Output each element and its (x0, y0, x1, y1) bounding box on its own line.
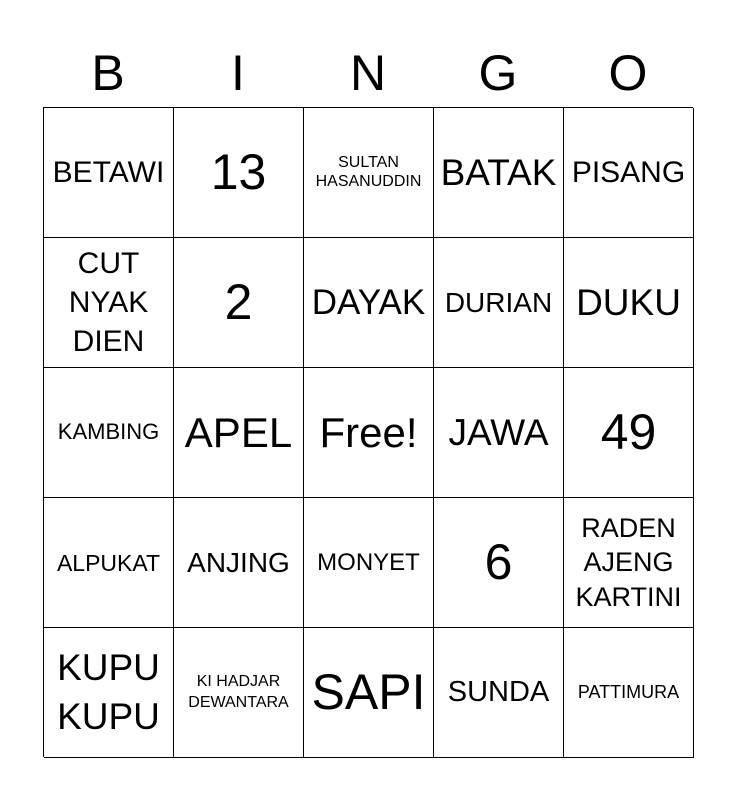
cell-text: APEL (184, 408, 293, 456)
bingo-cell[interactable] (174, 238, 304, 368)
cell-text: DURIAN (444, 286, 553, 318)
cell-text: DUKU (576, 281, 681, 323)
bingo-cell[interactable] (304, 108, 434, 238)
cell-text: CUT NYAK DIEN (68, 247, 149, 358)
bingo-cell[interactable] (174, 368, 304, 498)
cell-text: KAMBING (57, 419, 160, 445)
bingo-cell[interactable] (44, 108, 174, 238)
cell-text: 6 (484, 534, 513, 591)
header-letter-o: O (608, 45, 648, 101)
bingo-cell[interactable] (44, 628, 174, 758)
cell-text: ALPUKAT (56, 549, 161, 576)
bingo-cell[interactable] (434, 108, 564, 238)
bingo-cell[interactable] (564, 498, 694, 628)
bingo-card (43, 107, 693, 757)
bingo-cell[interactable] (434, 628, 564, 758)
header-letter-n: N (349, 45, 387, 101)
cell-text: 2 (224, 274, 253, 331)
cell-text: MONYET (317, 548, 420, 576)
cell-text: SAPI (311, 664, 426, 721)
cell-text: SUNDA (447, 676, 550, 709)
cell-text: BETAWI (52, 155, 165, 189)
cell-text: 49 (600, 404, 657, 461)
bingo-cell[interactable] (434, 368, 564, 498)
bingo-cell[interactable] (564, 238, 694, 368)
bingo-header (43, 42, 693, 104)
bingo-cell[interactable] (44, 368, 174, 498)
bingo-cell[interactable] (174, 628, 304, 758)
bingo-cell[interactable] (304, 628, 434, 758)
header-letter-g: G (478, 45, 518, 101)
cell-text: BATAK (440, 151, 557, 193)
cell-text: Free! (319, 408, 418, 456)
bingo-cell[interactable] (564, 628, 694, 758)
bingo-cell[interactable] (44, 498, 174, 628)
cell-text: RADEN AJENG KARTINI (575, 512, 682, 612)
bingo-cell[interactable] (564, 368, 694, 498)
bingo-cell[interactable] (564, 108, 694, 238)
cell-text: 13 (210, 144, 267, 201)
cell-text: JAWA (448, 411, 549, 453)
cell-text: PATTIMURA (577, 682, 680, 703)
cell-text: DAYAK (311, 282, 426, 322)
bingo-cell[interactable] (304, 238, 434, 368)
free-space[interactable] (304, 368, 434, 498)
header-letter-i: I (231, 45, 245, 101)
bingo-cell[interactable] (304, 498, 434, 628)
bingo-cell[interactable] (434, 238, 564, 368)
bingo-cell[interactable] (44, 238, 174, 368)
header-letter-b: B (91, 45, 125, 101)
cell-text: SULTAN HASANUDDIN (315, 154, 422, 190)
bingo-cell[interactable] (174, 108, 304, 238)
cell-text: ANJING (187, 546, 290, 578)
cell-text: PISANG (571, 155, 686, 189)
cell-text: KI HADJAR DEWANTARA (188, 672, 289, 711)
bingo-cell[interactable] (434, 498, 564, 628)
bingo-cell[interactable] (174, 498, 304, 628)
cell-text: KUPU KUPU (57, 646, 160, 737)
